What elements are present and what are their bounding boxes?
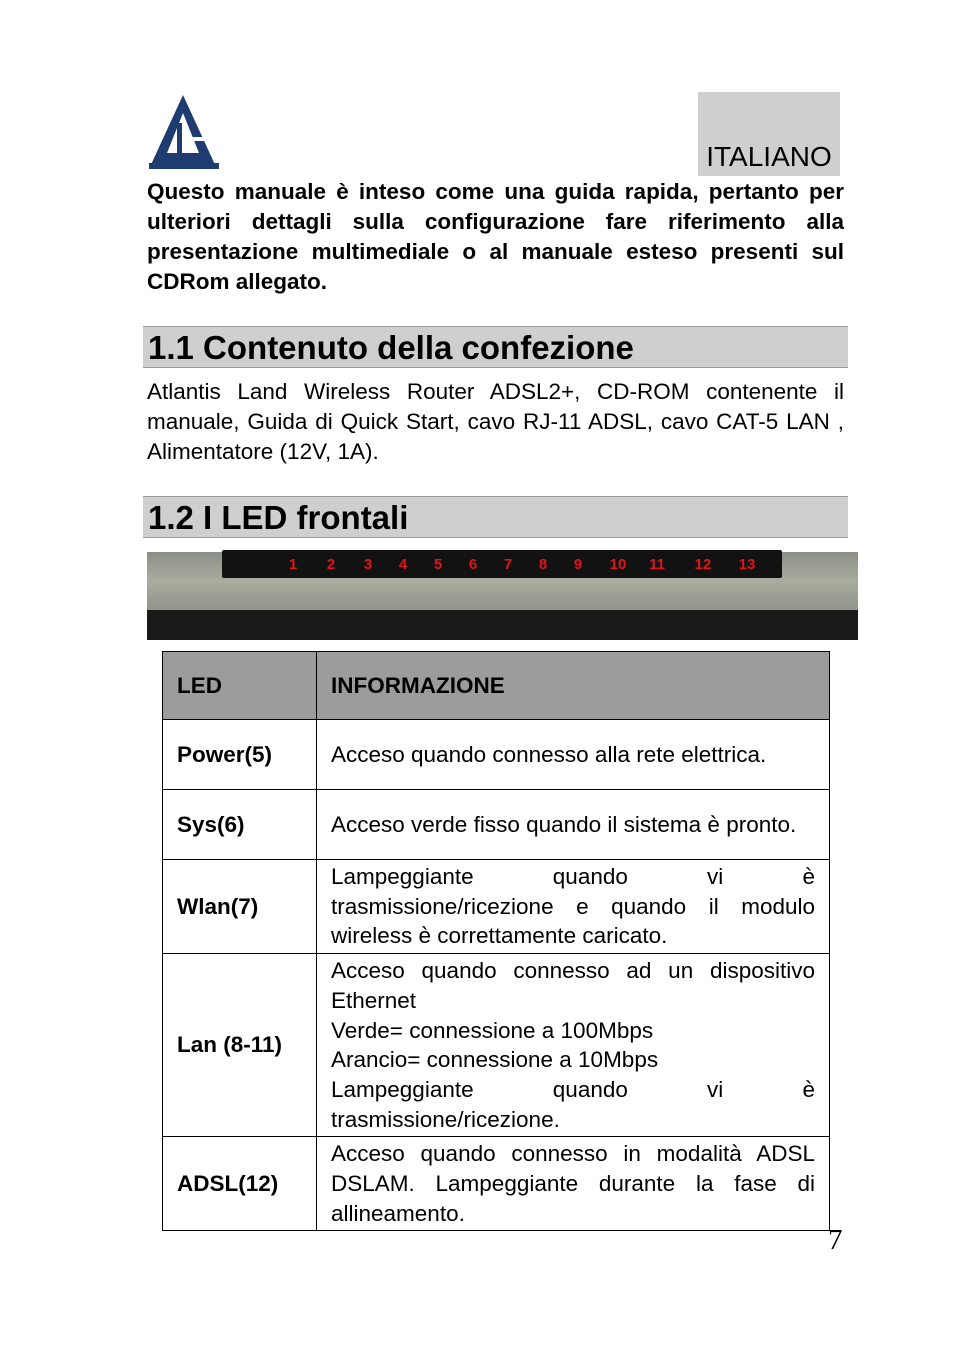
led-number-label: 10 [609, 556, 627, 573]
led-name-cell: Sys(6) [163, 790, 317, 860]
table-row [163, 790, 830, 860]
language-label: ITALIANO [706, 141, 832, 172]
column-header-info: INFORMAZIONE [317, 652, 830, 720]
table-row [163, 1137, 830, 1231]
led-number-label: 5 [433, 556, 443, 573]
led-number-label: 8 [538, 556, 548, 573]
led-info-cell [317, 860, 830, 954]
led-table [162, 651, 830, 1231]
page-number: 7 [828, 1224, 843, 1256]
info-line: Lampeggiante quando vi è trasmissione/ricezione. [331, 1076, 815, 1132]
info-line: Verde= connessione a 100Mbps [331, 1017, 654, 1043]
router-front-panel-image [147, 546, 858, 646]
led-info-cell [317, 790, 830, 860]
section-title: 1.2 I LED frontali [148, 499, 409, 536]
intro-text: Questo manuale è inteso come una guida rapida, pertanto per ulteriori dettagli sulla configurazione fare riferimento alla presentazione multimediale o al manuale esteso presenti sul CDRom allegato. [147, 179, 844, 294]
info-line: Acceso verde fisso quando il sistema è pronto. [331, 811, 797, 837]
package-contents-text: Atlantis Land Wireless Router ADSL2+, CD-ROM contenente il manuale, Guida di Quick Start, cavo RJ-11 ADSL, cavo CAT-5 LAN , Alimentatore (12V, 1A). [147, 379, 844, 464]
section-heading-contents [143, 326, 848, 368]
section-title: 1.1 Contenuto della confezione [148, 329, 634, 366]
atlantis-logo-icon [147, 93, 219, 171]
info-line: Acceso quando connesso ad un dispositivo Ethernet [331, 958, 815, 1013]
led-number-label: 3 [363, 556, 373, 573]
led-name-cell: Lan (8-11) [163, 954, 317, 1137]
table-row [163, 860, 830, 954]
led-info-cell [317, 1137, 830, 1231]
led-number-label: 7 [503, 556, 513, 573]
led-name-cell: Wlan(7) [163, 860, 317, 954]
led-number-label: 1 [288, 556, 298, 573]
table-header-row [163, 652, 830, 720]
led-number-label: 9 [573, 556, 583, 573]
info-line: Arancio= connessione a 10Mbps [331, 1047, 659, 1073]
led-number-label: 11 [649, 556, 665, 573]
column-header-led: LED [163, 652, 317, 720]
led-name-cell: ADSL(12) [163, 1137, 317, 1231]
table-row [163, 720, 830, 790]
info-line: Acceso quando connesso in modalità ADSL DSLAM. Lampeggiante durante la fase di allineamento. [331, 1141, 815, 1226]
table-row [163, 954, 830, 1137]
led-info-cell [317, 720, 830, 790]
led-number-label: 13 [738, 556, 756, 573]
led-number-label: 12 [694, 556, 712, 573]
section-heading-leds [143, 496, 848, 538]
led-number-label: 6 [468, 556, 478, 573]
led-name-cell: Power(5) [163, 720, 317, 790]
info-line: Acceso quando connesso alla rete elettrica. [331, 741, 767, 767]
led-info-cell [317, 954, 830, 1137]
led-number-label: 4 [398, 556, 408, 573]
info-line: Lampeggiante quando vi è trasmissione/ricezione e quando il modulo wireless è correttamente caricato. [331, 864, 815, 949]
led-number-label: 2 [326, 556, 336, 573]
